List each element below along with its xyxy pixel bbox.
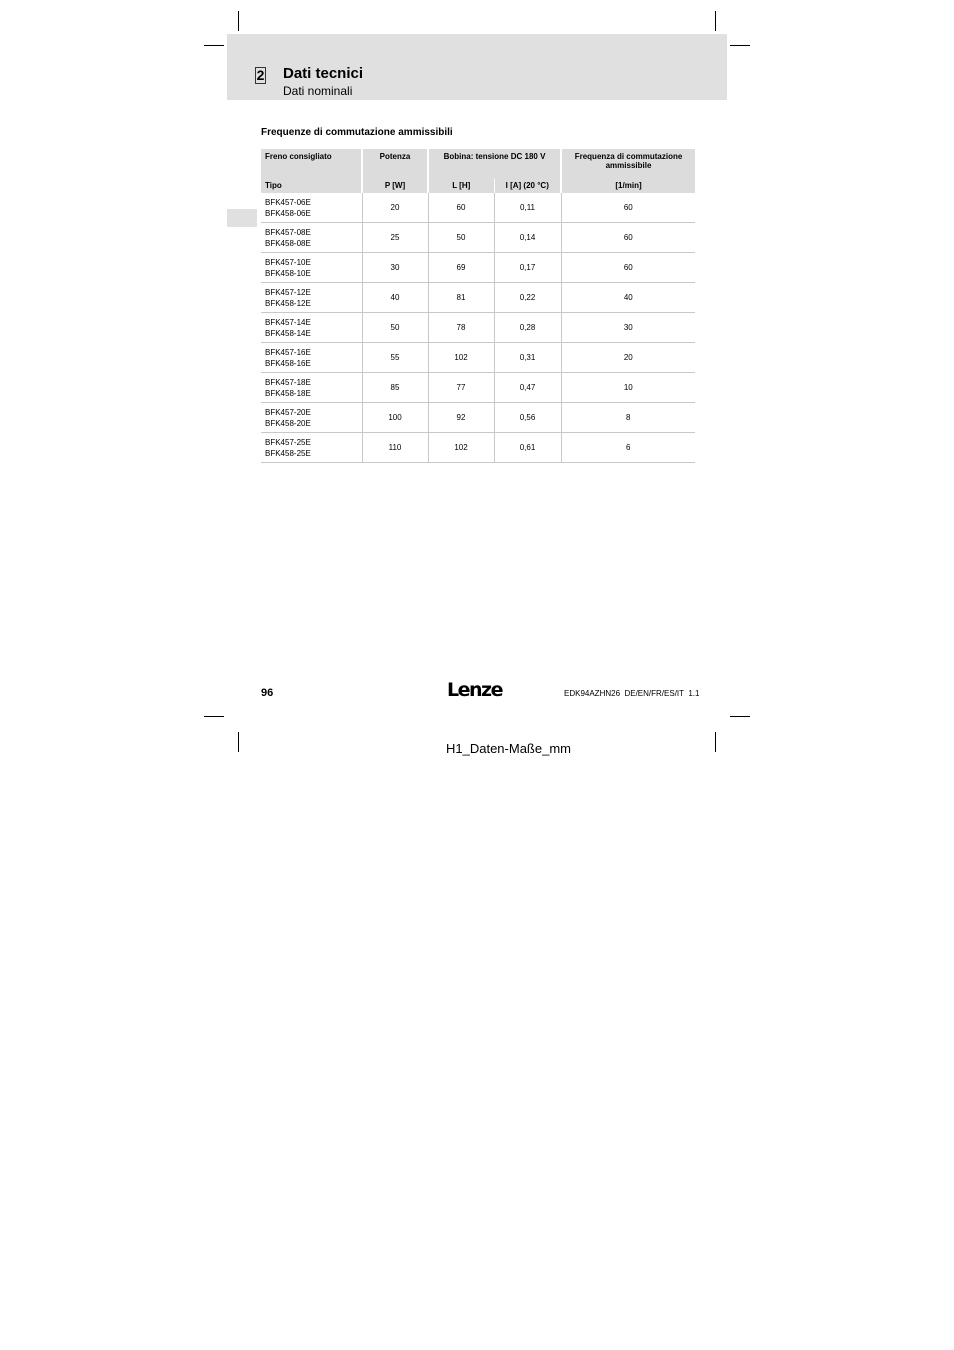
- table-row: [261, 283, 695, 313]
- cell-frequency: 40: [561, 283, 695, 313]
- cell-frequency: 6: [561, 433, 695, 463]
- cell-frequency: 30: [561, 313, 695, 343]
- cell-inductance: 60: [428, 193, 494, 223]
- crop-mark-bottom-left-vertical: [238, 732, 239, 752]
- table-row: [261, 433, 695, 463]
- cell-type: [261, 433, 362, 463]
- cell-type: [261, 283, 362, 313]
- header-unit-type: Tipo: [261, 179, 362, 193]
- cell-frequency: 60: [561, 253, 695, 283]
- brake-type-code: BFK458-16E: [265, 358, 311, 368]
- cell-current: 0,56: [494, 403, 561, 433]
- cell-frequency: 20: [561, 343, 695, 373]
- brake-type-code: BFK457-14E: [265, 317, 311, 327]
- cell-type: [261, 403, 362, 433]
- cell-power: 85: [362, 373, 428, 403]
- header-unit-power: P [W]: [362, 179, 428, 193]
- section-title: Frequenze di commutazione ammissibili: [261, 127, 453, 138]
- cell-frequency: 60: [561, 223, 695, 253]
- table-row: [261, 313, 695, 343]
- brake-type-code: BFK457-16E: [265, 347, 311, 357]
- cell-current: 0,31: [494, 343, 561, 373]
- brake-type-code: BFK457-10E: [265, 257, 311, 267]
- cell-type: [261, 253, 362, 283]
- side-tab-marker: [227, 209, 257, 227]
- brake-type-code: BFK457-25E: [265, 437, 311, 447]
- cell-inductance: 50: [428, 223, 494, 253]
- chapter-title: Dati tecnici: [283, 65, 364, 82]
- switching-frequency-table: [261, 149, 695, 463]
- table-row: [261, 253, 695, 283]
- header-power: Potenza: [362, 149, 428, 179]
- brake-type-code: BFK457-08E: [265, 227, 311, 237]
- table-row: [261, 223, 695, 253]
- cell-type: [261, 193, 362, 223]
- cell-power: 50: [362, 313, 428, 343]
- chapter-subtitle: Dati nominali: [283, 84, 353, 98]
- document-code: EDK94AZHN26 DE/EN/FR/ES/IT 1.1: [564, 689, 700, 698]
- cell-inductance: 69: [428, 253, 494, 283]
- cell-inductance: 102: [428, 433, 494, 463]
- brake-type-code: BFK458-06E: [265, 208, 311, 218]
- header-unit-frequency: [1/min]: [561, 179, 695, 193]
- cell-current: 0,28: [494, 313, 561, 343]
- header-unit-inductance: L [H]: [428, 179, 494, 193]
- page-number: 96: [261, 687, 274, 699]
- cell-power: 30: [362, 253, 428, 283]
- cell-frequency: 60: [561, 193, 695, 223]
- brake-type-code: BFK458-20E: [265, 418, 311, 428]
- cell-power: 40: [362, 283, 428, 313]
- file-label: H1_Daten-Maße_mm: [446, 741, 571, 756]
- crop-mark-bottom-right-horizontal: [730, 716, 750, 717]
- brake-type-code: BFK458-25E: [265, 448, 311, 458]
- cell-type: [261, 313, 362, 343]
- crop-mark-top-left-horizontal: [204, 45, 224, 46]
- cell-type: [261, 373, 362, 403]
- brake-type-code: BFK458-08E: [265, 238, 311, 248]
- lenze-logo: Lenze: [447, 679, 502, 701]
- cell-power: 110: [362, 433, 428, 463]
- brake-type-code: BFK458-18E: [265, 388, 311, 398]
- crop-mark-top-right-horizontal: [730, 45, 750, 46]
- cell-current: 0,47: [494, 373, 561, 403]
- header-frequency: Frequenza di commutazione ammissibile: [561, 149, 695, 179]
- brake-type-code: BFK458-12E: [265, 298, 311, 308]
- brake-type-code: BFK458-10E: [265, 268, 311, 278]
- header-unit-current: I [A] (20 °C): [494, 179, 561, 193]
- cell-power: 100: [362, 403, 428, 433]
- crop-mark-top-right-vertical: [715, 11, 716, 31]
- brake-type-code: BFK458-14E: [265, 328, 311, 338]
- brake-type-code: BFK457-20E: [265, 407, 311, 417]
- cell-power: 25: [362, 223, 428, 253]
- cell-type: [261, 343, 362, 373]
- cell-frequency: 10: [561, 373, 695, 403]
- table-row: [261, 403, 695, 433]
- cell-type: [261, 223, 362, 253]
- cell-inductance: 102: [428, 343, 494, 373]
- cell-inductance: 92: [428, 403, 494, 433]
- table-row: [261, 193, 695, 223]
- crop-mark-top-left-vertical: [238, 11, 239, 31]
- brake-type-code: BFK457-06E: [265, 197, 311, 207]
- header-coil: Bobina: tensione DC 180 V: [428, 149, 561, 179]
- cell-current: 0,11: [494, 193, 561, 223]
- cell-current: 0,22: [494, 283, 561, 313]
- cell-current: 0,14: [494, 223, 561, 253]
- crop-mark-bottom-left-horizontal: [204, 716, 224, 717]
- cell-frequency: 8: [561, 403, 695, 433]
- crop-mark-bottom-right-vertical: [715, 732, 716, 752]
- chapter-number: 2: [256, 67, 265, 83]
- cell-power: 20: [362, 193, 428, 223]
- cell-inductance: 78: [428, 313, 494, 343]
- table-row: [261, 373, 695, 403]
- cell-current: 0,17: [494, 253, 561, 283]
- brake-type-code: BFK457-18E: [265, 377, 311, 387]
- cell-inductance: 81: [428, 283, 494, 313]
- brake-type-code: BFK457-12E: [265, 287, 311, 297]
- cell-power: 55: [362, 343, 428, 373]
- cell-inductance: 77: [428, 373, 494, 403]
- table-row: [261, 343, 695, 373]
- header-brake: Freno consigliato: [261, 149, 362, 179]
- cell-current: 0,61: [494, 433, 561, 463]
